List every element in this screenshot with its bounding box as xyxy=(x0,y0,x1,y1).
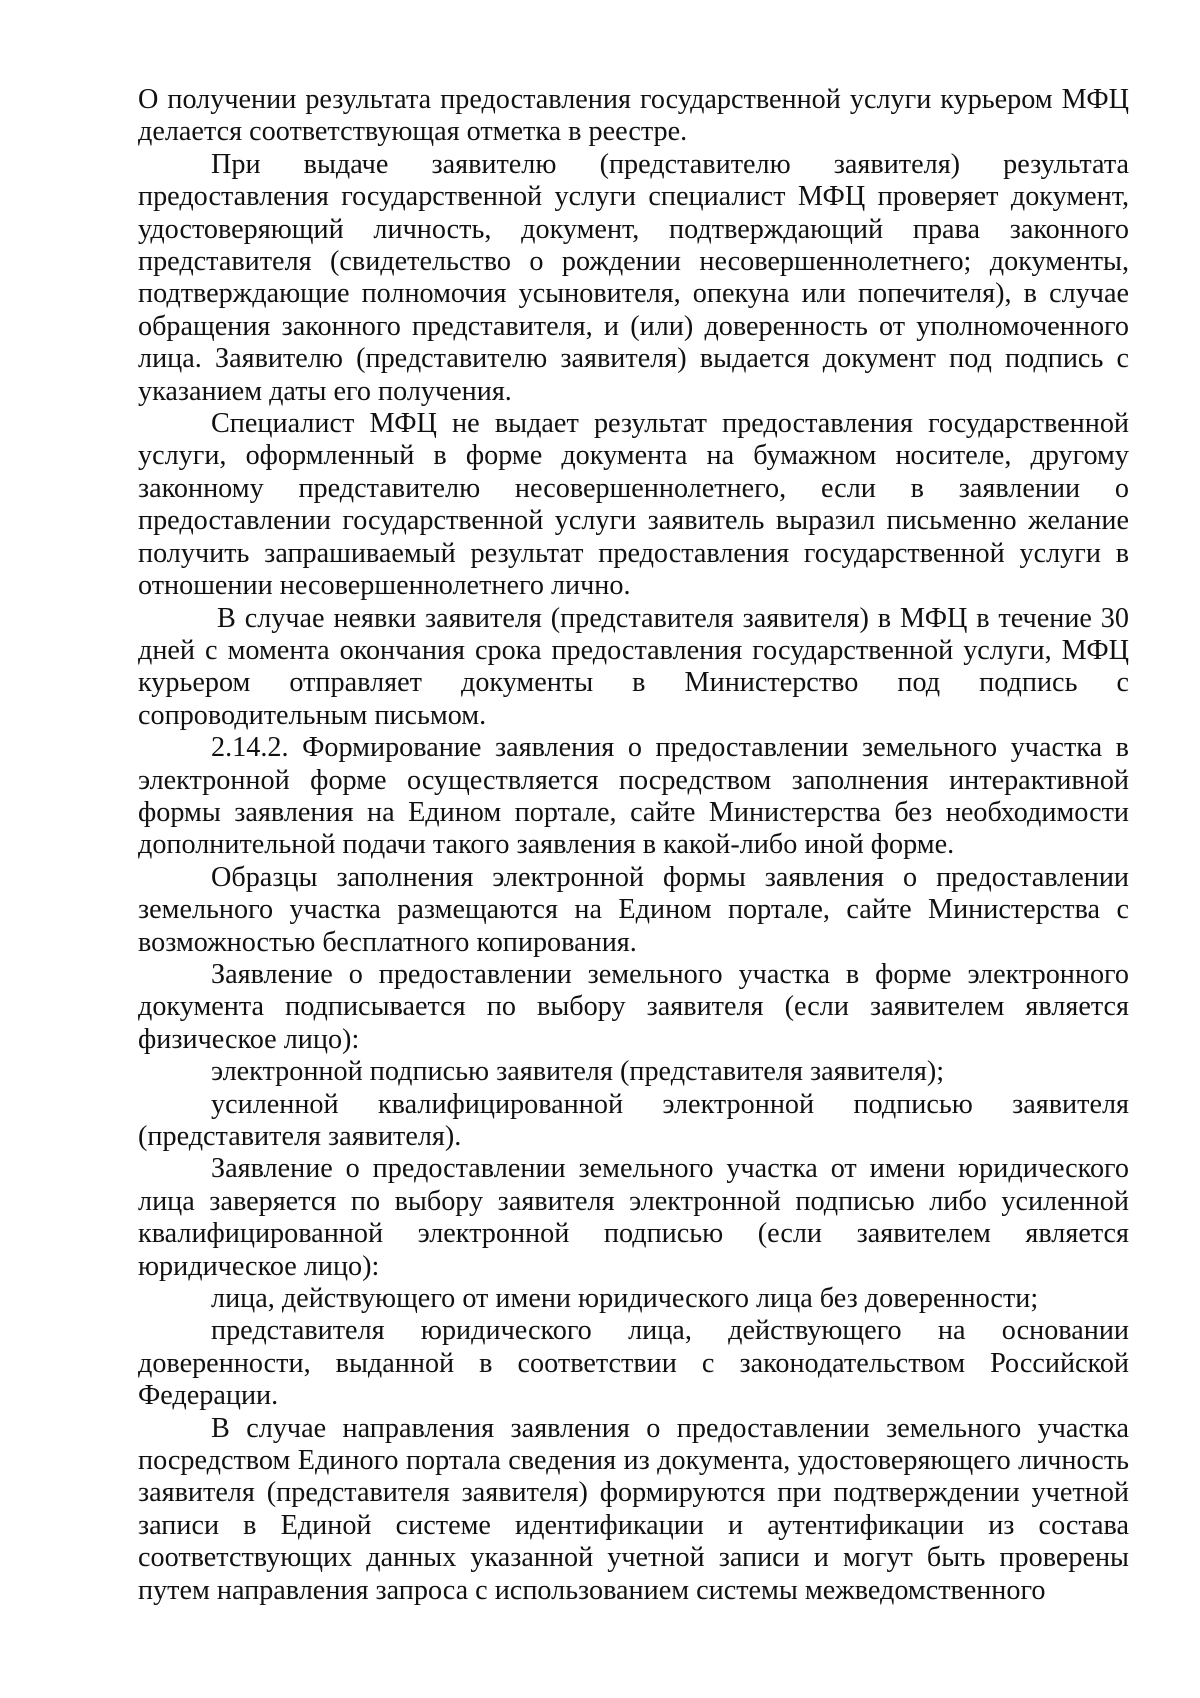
document-page xyxy=(138,84,1129,1607)
list-item-electronic-signature: электронной подписью заявителя (представителя заявителя); xyxy=(211,1056,945,1088)
paragraph-no-issuance: Специалист МФЦ не выдает результат предоставления государственной услуги, оформленный в форме документа на бумажном носителе, другому законному представителю несовершеннолетнего, если в заявлении о предоставлении государственной услуги заявитель выразил письменно желание получить запрашиваемый результат предоставления государственной услуги в отношении несовершеннолетнего лично. xyxy=(138,408,1129,602)
paragraph-issuance-check: При выдаче заявителю (представителю заявителя) результата предоставления государственной услуги специалист МФЦ проверяет документ, удостоверяющий личность, документ, подтверждающий права законного представителя (свидетельство о рождении несовершеннолетнего; документы, подтверждающие полномочия усыновителя, опекуна или попечителя), в случае обращения законного представителя, и (или) доверенность от уполномоченного лица. Заявителю (представителю заявителя) выдается документ под подпись с указанием даты его получения. xyxy=(138,148,1129,407)
list-item-qualified-signature: усиленной квалифицированной электронной подписью заявителя (представителя заявителя). xyxy=(138,1088,1129,1152)
paragraph-signing-individual: Заявление о предоставлении земельного участка в форме электронного документа подписывается по выбору заявителя (если заявителем является физическое лицо): xyxy=(138,958,1129,1055)
list-item-without-power-of-attorney: лица, действующего от имени юридического лица без доверенности; xyxy=(211,1283,1039,1315)
paragraph-section-2-14-2: 2.14.2. Формирование заявления о предоставлении земельного участка в электронной форме осуществляется посредством заполнения интерактивной формы заявления на Едином портале, сайте Министерства без необходимости дополнительной подачи такого заявления в какой-либо иной форме. xyxy=(138,732,1129,861)
paragraph-form-samples: Образцы заполнения электронной формы заявления о предоставлении земельного участка размещаются на Едином портале, сайте Министерства с возможностью бесплатного копирования. xyxy=(138,861,1129,958)
list-item-representative: представителя юридического лица, действующего на основании доверенности, выданной в соответствии с законодательством Российской Федерации. xyxy=(138,1315,1129,1412)
paragraph-non-appearance: В случае неявки заявителя (представителя заявителя) в МФЦ в течение 30 дней с момента окончания срока предоставления государственной услуги, МФЦ курьером отправляет документы в Министерство под подпись с сопроводительным письмом. xyxy=(138,602,1129,731)
paragraph-courier-mark: О получении результата предоставления государственной услуги курьером МФЦ делается соответствующая отметка в реестре. xyxy=(138,84,1129,148)
paragraph-signing-legal-entity: Заявление о предоставлении земельного участка от имени юридического лица заверяется по выбору заявителя электронной подписью либо усиленной квалифицированной электронной подписью (если заявителем является юридическое лицо): xyxy=(138,1153,1129,1282)
paragraph-unified-portal: В случае направления заявления о предоставлении земельного участка посредством Единого портала сведения из документа, удостоверяющего личность заявителя (представителя заявителя) формируются при подтверждении учетной записи в Единой системе идентификации и аутентификации из состава соответствующих данных указанной учетной записи и могут быть проверены путем направления запроса с использованием системы межведомственного xyxy=(138,1412,1129,1606)
